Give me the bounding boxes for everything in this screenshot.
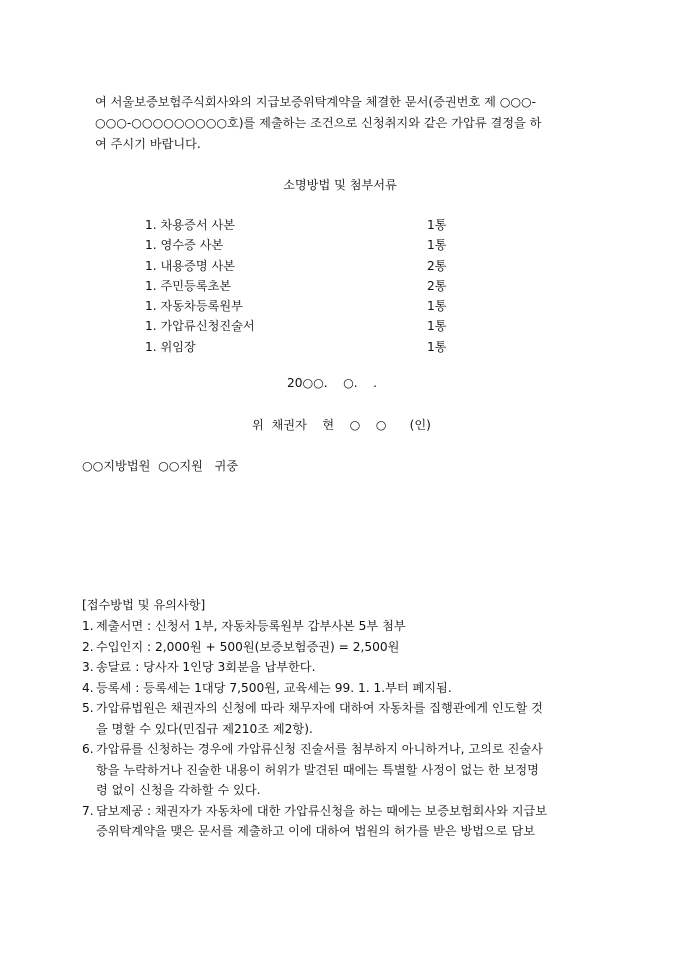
note-line: 담보제공 : 채권자가 자동차에 대한 가압류신청을 하는 때에는 보증보험회사와 지급보 [96, 803, 548, 818]
attachment-count: 1통 [427, 339, 447, 354]
attachment-item [145, 235, 455, 255]
filing-date: 20○○. ○. . [287, 376, 378, 390]
note-line: 가압류법원은 채권자의 신청에 따라 채무자에 대하여 자동차를 집행관에게 인도할 것 [96, 701, 543, 715]
note-number: 1. [82, 619, 94, 633]
note-line: 을 명할 수 있다(민집규 제210조 제2항). [96, 721, 313, 736]
attachment-count: 1통 [427, 299, 447, 314]
attachment-label: 1. 위임장 [145, 339, 196, 354]
attachment-item [145, 215, 455, 235]
note-line: 제출서면 : 신청서 1부, 자동차등록원부 갑부사본 5부 첨부 [96, 619, 406, 633]
note-item [82, 678, 602, 699]
attachment-count: 1통 [427, 319, 447, 334]
attachment-label: 1. 주민등록초본 [145, 278, 232, 293]
attachment-count: 2통 [427, 258, 447, 273]
note-line: 수입인지 : 2,000원 + 500원(보증보험증권) = 2,500원 [96, 639, 400, 654]
attachment-label: 1. 자동차등록원부 [145, 299, 243, 314]
attachment-item [145, 256, 455, 276]
note-item [82, 657, 602, 678]
note-line: 령 없이 신청을 각하할 수 있다. [96, 783, 261, 797]
note-number: 4. [82, 680, 94, 695]
intro-line: 여 서울보증보험주식회사와의 지급보증위탁계약을 체결한 문서(증권번호 제 ○○○- [95, 95, 537, 109]
attachment-label: 1. 영수증 사본 [145, 238, 224, 253]
note-line: 항을 누락하거나 진술한 내용이 허위가 발견된 때에는 특별할 사정이 없는 한 보정명 [96, 762, 539, 777]
intro-line: 여 주시기 바랍니다. [95, 137, 201, 151]
note-line: 등록세 : 등록세는 1대당 7,500원, 교육세는 99. 1. 1.부터 폐지됨. [96, 680, 452, 695]
intro-paragraph [95, 92, 595, 155]
attachment-label: 1. 차용증서 사본 [145, 218, 236, 232]
note-line: 가압류를 신청하는 경우에 가압류신청 진술서를 첨부하지 아니하거나, 고의로 진술사 [96, 742, 543, 756]
note-number: 2. [82, 639, 94, 654]
note-number: 7. [82, 803, 94, 818]
note-item [82, 801, 602, 842]
note-item [82, 698, 602, 739]
attachment-label: 1. 내용증명 사본 [145, 258, 236, 273]
attachment-count: 1통 [427, 218, 447, 232]
note-number: 5. [82, 701, 94, 715]
notes-list [82, 616, 602, 842]
attachment-item [145, 296, 455, 316]
attachment-label: 1. 가압류신청진술서 [145, 319, 255, 334]
court-addressee: ○○지방법원 ○○지원 귀중 [82, 459, 239, 473]
creditor-signature-line: 위 채권자 현 ○ ○ (인) [252, 418, 431, 432]
attachment-item [145, 337, 455, 357]
attachments-list [145, 215, 455, 357]
intro-line: ○○○-○○○○○○○○○호)를 제출하는 조건으로 신청취지와 같은 가압류 결정을 하 [95, 116, 542, 130]
attachment-count: 2통 [427, 278, 447, 293]
note-line: 증위탁계약을 맺은 문서를 제출하고 이에 대하여 법원의 허가를 받은 방법으로 담보 [96, 824, 536, 838]
note-item [82, 616, 602, 637]
note-item [82, 637, 602, 658]
attachment-item [145, 316, 455, 336]
note-number: 3. [82, 660, 94, 674]
note-line: 송달료 : 당사자 1인당 3회분을 납부한다. [96, 660, 316, 674]
notes-title: [접수방법 및 유의사항] [82, 598, 206, 612]
attachment-count: 1통 [427, 238, 447, 253]
note-item [82, 739, 602, 801]
attachment-item [145, 276, 455, 296]
note-number: 6. [82, 742, 94, 756]
attachments-heading: 소명방법 및 첨부서류 [283, 178, 397, 192]
